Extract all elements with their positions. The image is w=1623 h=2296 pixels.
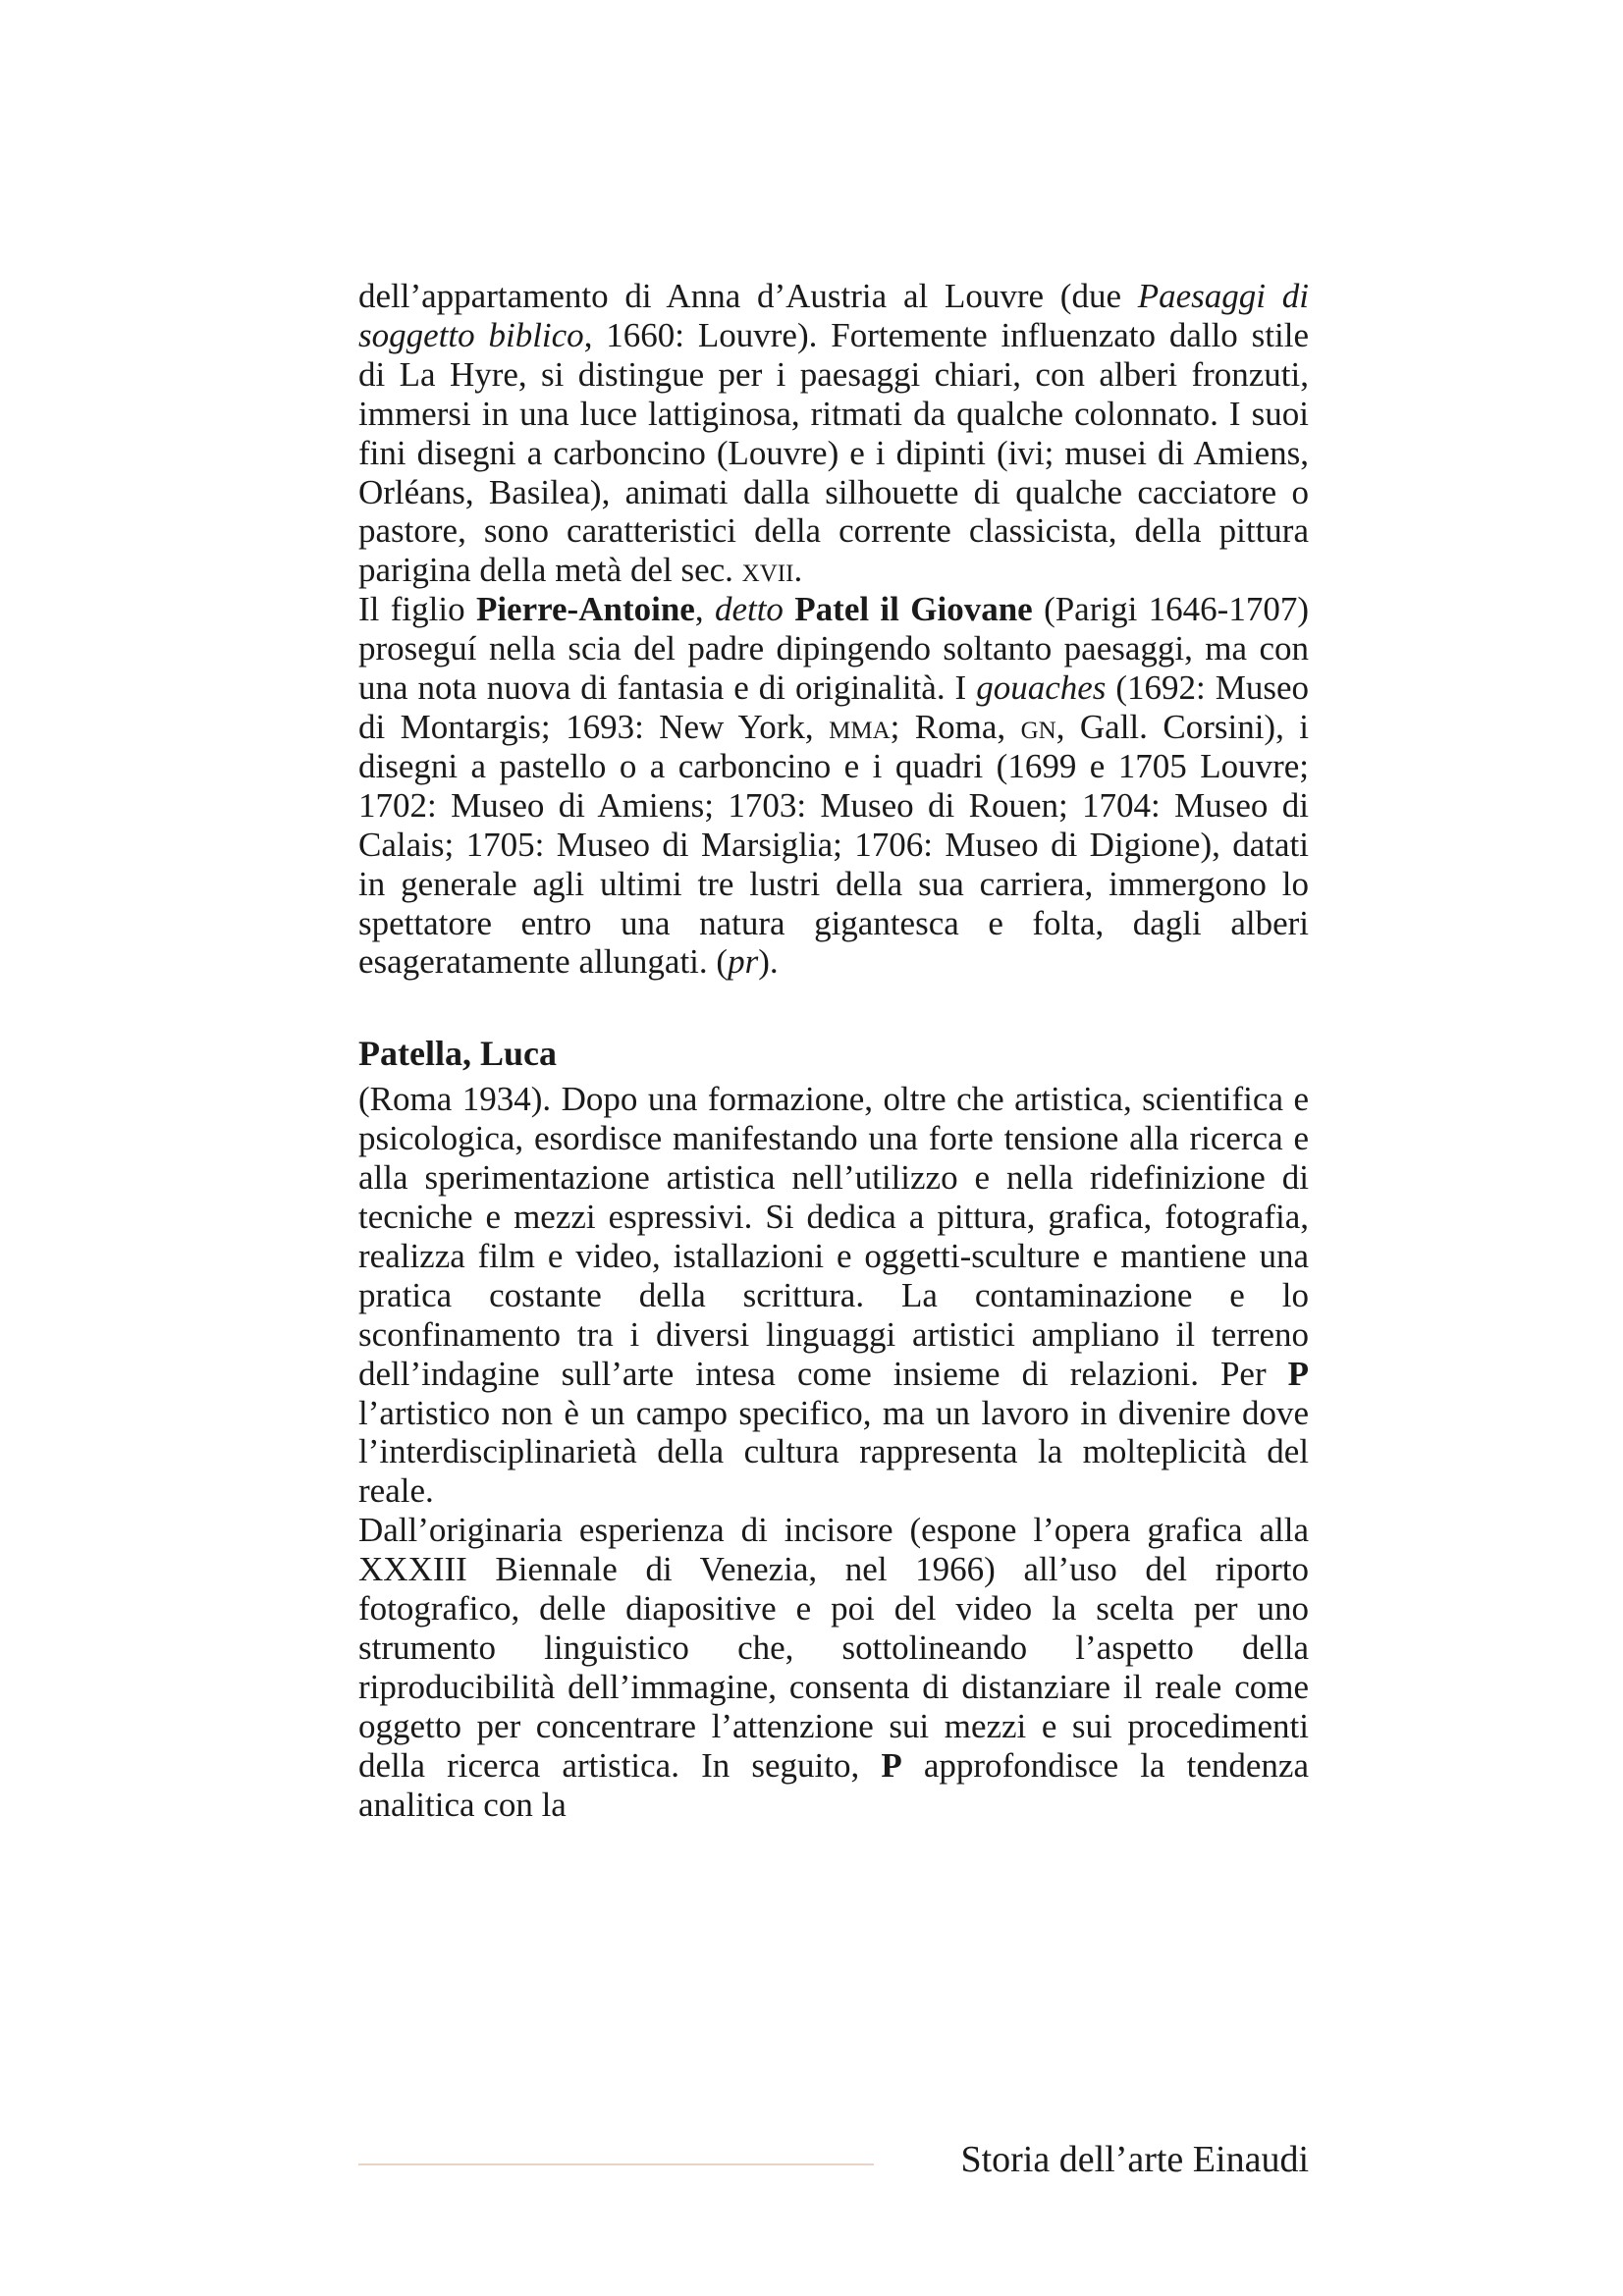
text-run: , [694,590,715,629]
dictionary-entry [358,277,1309,982]
text-run: gn [1020,707,1056,746]
text-run [784,590,794,628]
text-run: mma [829,707,891,746]
entry-heading: Patella, Luca [358,1034,557,1074]
text-column [358,277,1309,1825]
text-run: dell’appartamento di Anna d’Austria al Louvre (due [358,277,1138,315]
body-paragraph [358,590,1309,982]
footer-title: Storia dell’arte Einaudi [960,2139,1309,2180]
text-run: Dall’originaria esperienza di incisore (espone l’opera grafica alla XXXIII Biennale di Venezia, nel 1966) all’uso del riporto fotografico, delle diapositive e poi del video la scelta per uno strumento linguistico che, sottolineando l’aspetto della riproducibilità dell’immagine, consenta di distanziare il reale come oggetto per concentrare l’attenzione sui mezzi e sui procedimenti della ricerca artistica. In seguito, [358,1511,1309,1785]
body-paragraph [358,277,1309,590]
text-run: (1692: Museo di Montargis; 1693: New York, [358,668,1310,746]
text-run: detto [714,590,784,629]
text-run: l’artistico non è un campo specifico, ma un lavoro in divenire dove l’interdisciplinarietà della cultura rappresenta la molteplicità del reale. [358,1393,1309,1511]
body-paragraph [358,1511,1309,1824]
text-run: xvii [741,551,794,590]
text-run: P [881,1745,902,1785]
text-run: gouaches [976,668,1107,708]
footer-rule [358,2163,874,2165]
body-paragraph [358,1080,1309,1511]
text-run: (Roma 1934). Dopo una formazione, oltre che artistica, scientifica e psicologica, esordisce manifestando una forte tensione alla ricerca e alla sperimentazione artistica nell’utilizzo e nella ridefinizione di tecniche e mezzi espressivi. Si dedica a pittura, grafica, fotografia, realizza film e video, istallazioni e oggetti-sculture e mantiene una pratica costante della scrittura. La contaminazione e lo sconfinamento tra i diversi linguaggi artistici ampliano il terreno dell’indagine sull’arte intesa come insieme di relazioni. Per [358,1080,1309,1393]
text-run: Patel il Giovane [794,590,1033,629]
text-run: , 1660: Louvre). Fortemente influenzato dallo stile di La Hyre, si distingue per i paesaggi chiari, con alberi fronzuti, immersi in una luce lattiginosa, ritmati da qualche colonnato. I suoi fini disegni a carboncino (Louvre) e i dipinti (ivi; musei di Amiens, Orléans, Basilea), animati dalla silhouette di qualche cacciatore o pastore, sono caratteristici della corrente classicista, della pittura parigina della metà del sec. [358,315,1309,590]
text-run: pr [728,942,759,982]
text-run: Il figlio [358,590,476,629]
dictionary-entry [358,1033,1309,1824]
text-run: P [1287,1354,1309,1393]
text-run: ; Roma, [890,707,1021,746]
text-run: , Gall. Corsini), i disegni a pastello o a carboncino e i quadri (1699 e 1705 Louvre; 1702: Museo di Amiens; 1703: Museo di Rouen; 1704: Museo di Calais; 1705: Museo di Marsiglia; 1706: Museo di Digione), datati in generale agli ultimi tre lustri della sua carriera, immergono lo spettatore entro una natura gigantesca e folta, dagli alberi esageratamente allungati. ( [358,707,1309,982]
text-run: Pierre-Antoine [475,590,695,629]
text-run: (Parigi 1646-1707) proseguí nella scia del padre dipingendo soltanto paesaggi, ma con una nota nuova di fantasia e di originalità. I [358,590,1309,708]
text-run: ). [758,942,779,982]
text-run: . [793,551,803,590]
text-run: approfondisce la tendenza analitica con la [358,1745,1309,1824]
text-run: Paesaggi di soggetto biblico [358,277,1309,354]
